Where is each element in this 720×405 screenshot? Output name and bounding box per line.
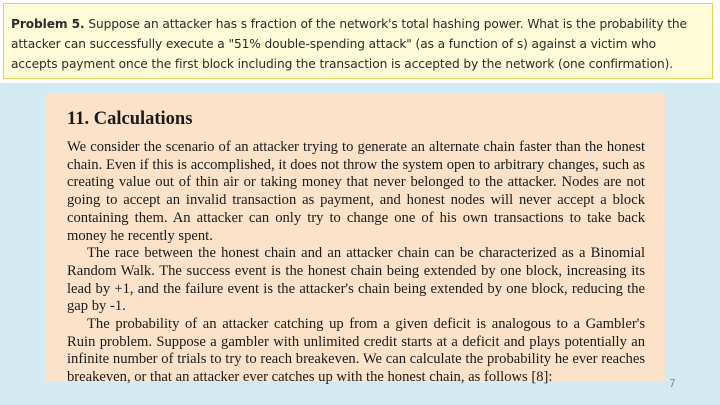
paragraph-3: The probability of an attacker catching up from a given deficit is analogous to a Gambler's Ruin problem. Suppose a gambler with unlimited credit starts at a deficit and plays potentially an infinite number of trials to try to reach breakeven. We can calculate the probability he ever reaches breakeven, or that an attacker ever catches up with the honest chain, as follows [8]: — [67, 316, 645, 386]
paper-excerpt — [45, 93, 665, 386]
page-number: 7 — [669, 378, 676, 390]
problem-label: Problem 5. — [11, 17, 85, 31]
paragraph-2: The race between the honest chain and an attacker chain can be characterized as a Binomial Random Walk. The success event is the honest chain being extended by one block, increasing its lead by +1, and the failure event is the attacker's chain being extended by one block, reducing the gap by -1. — [67, 245, 645, 315]
paragraph-1: We consider the scenario of an attacker trying to generate an alternate chain faster than the honest chain. Even if this is accomplished, it does not throw the system open to arbitrary changes, such as creating value out of thin air or taking money that never belonged to the attacker. Nodes are not going to accept an invalid transaction as payment, and honest nodes will never accept a block containing them. An attacker can only try to change one of his own transactions to take back money he recently spent. — [67, 139, 645, 244]
problem-statement-box — [3, 3, 713, 79]
section-heading: 11. Calculations — [67, 109, 193, 129]
problem-text: Suppose an attacker has s fraction of the network's total hashing power. What is the probability the attacker can successfully execute a "51% double-spending attack" (as a function of s) against a victim who accepts payment once the first block including the transaction is accepted by the network (one confirmation). — [11, 17, 687, 71]
